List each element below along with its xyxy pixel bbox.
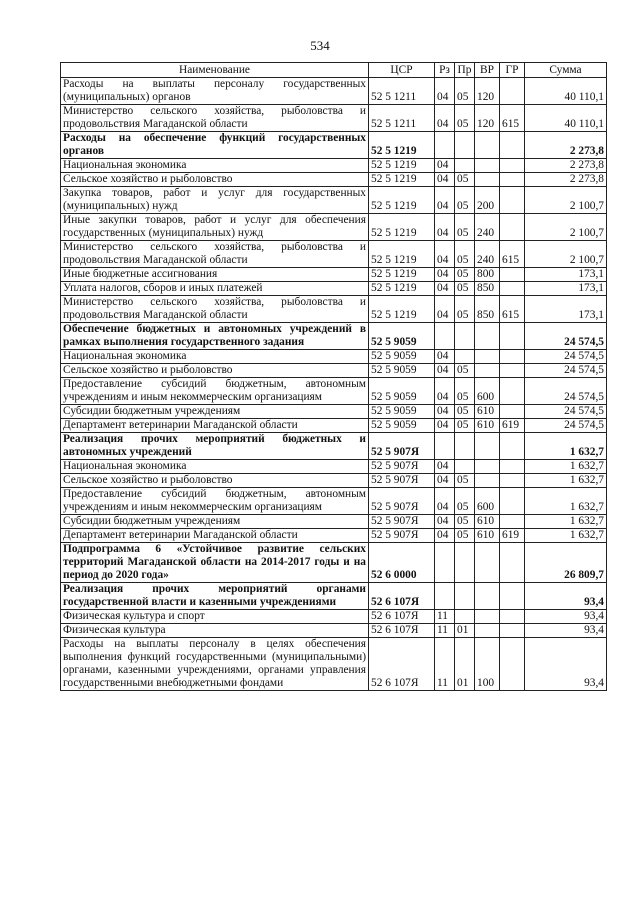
cell-sum: 24 574,5 — [525, 364, 607, 378]
cell-name: Национальная экономика — [61, 159, 369, 173]
cell-csr: 52 5 907Я — [369, 529, 435, 543]
cell-csr: 52 5 1219 — [369, 159, 435, 173]
cell-sum: 2 100,7 — [525, 214, 607, 241]
cell-pr — [455, 159, 475, 173]
cell-pr — [455, 350, 475, 364]
cell-name: Министерство сельского хозяйства, рыболовства и продовольствия Магаданской области — [61, 105, 369, 132]
cell-csr: 52 5 9059 — [369, 419, 435, 433]
cell-sum: 93,4 — [525, 638, 607, 691]
cell-rz: 04 — [435, 268, 455, 282]
cell-gr — [500, 515, 525, 529]
cell-csr: 52 5 9059 — [369, 378, 435, 405]
cell-sum: 24 574,5 — [525, 378, 607, 405]
cell-vr — [475, 543, 500, 583]
table-row — [61, 214, 607, 241]
cell-vr: 610 — [475, 529, 500, 543]
cell-csr: 52 6 107Я — [369, 610, 435, 624]
cell-pr: 01 — [455, 624, 475, 638]
cell-csr: 52 5 1211 — [369, 105, 435, 132]
header-name: Наименование — [61, 63, 369, 78]
cell-gr — [500, 323, 525, 350]
cell-rz: 04 — [435, 78, 455, 105]
cell-name: Закупка товаров, работ и услуг для государственных (муниципальных) нужд — [61, 187, 369, 214]
cell-vr — [475, 610, 500, 624]
page-number: 534 — [310, 38, 330, 53]
cell-csr: 52 5 1211 — [369, 78, 435, 105]
table-row — [61, 296, 607, 323]
cell-rz: 11 — [435, 610, 455, 624]
cell-name: Субсидии бюджетным учреждениям — [61, 515, 369, 529]
cell-pr — [455, 610, 475, 624]
cell-pr: 05 — [455, 78, 475, 105]
cell-name: Подпрограмма 6 «Устойчивое развитие сельских территорий Магаданской области на 2014-2017 годы и на период до 2020 года» — [61, 543, 369, 583]
cell-rz: 04 — [435, 296, 455, 323]
cell-vr — [475, 624, 500, 638]
cell-pr: 05 — [455, 282, 475, 296]
cell-sum: 173,1 — [525, 296, 607, 323]
cell-gr — [500, 543, 525, 583]
cell-sum: 2 100,7 — [525, 187, 607, 214]
cell-pr: 05 — [455, 214, 475, 241]
cell-vr — [475, 350, 500, 364]
cell-gr — [500, 460, 525, 474]
cell-gr: 619 — [500, 529, 525, 543]
table-row — [61, 187, 607, 214]
cell-gr: 615 — [500, 296, 525, 323]
cell-vr: 600 — [475, 378, 500, 405]
cell-vr — [475, 323, 500, 350]
cell-pr: 05 — [455, 474, 475, 488]
cell-name: Департамент ветеринарии Магаданской области — [61, 419, 369, 433]
cell-vr: 120 — [475, 78, 500, 105]
cell-pr — [455, 433, 475, 460]
table-row — [61, 132, 607, 159]
table-row — [61, 529, 607, 543]
cell-rz — [435, 583, 455, 610]
cell-sum: 26 809,7 — [525, 543, 607, 583]
cell-pr — [455, 543, 475, 583]
cell-sum: 24 574,5 — [525, 419, 607, 433]
cell-csr: 52 5 907Я — [369, 515, 435, 529]
header-csr: ЦСР — [369, 63, 435, 78]
cell-vr: 850 — [475, 282, 500, 296]
cell-sum: 2 273,8 — [525, 132, 607, 159]
cell-gr — [500, 159, 525, 173]
cell-rz: 11 — [435, 638, 455, 691]
cell-rz: 04 — [435, 460, 455, 474]
cell-vr — [475, 173, 500, 187]
cell-vr: 120 — [475, 105, 500, 132]
cell-name: Сельское хозяйство и рыболовство — [61, 364, 369, 378]
cell-gr — [500, 474, 525, 488]
table-row — [61, 543, 607, 583]
cell-sum: 173,1 — [525, 268, 607, 282]
cell-rz — [435, 132, 455, 159]
table-row — [61, 105, 607, 132]
cell-name: Расходы на выплаты персоналу государственных (муниципальных) органов — [61, 78, 369, 105]
header-rz: Рз — [435, 63, 455, 78]
cell-gr — [500, 364, 525, 378]
cell-csr: 52 5 9059 — [369, 364, 435, 378]
cell-csr: 52 5 9059 — [369, 350, 435, 364]
cell-pr: 05 — [455, 529, 475, 543]
table-body — [61, 78, 607, 691]
header-vr: ВР — [475, 63, 500, 78]
cell-sum: 1 632,7 — [525, 529, 607, 543]
cell-sum: 93,4 — [525, 624, 607, 638]
table-row — [61, 159, 607, 173]
cell-csr: 52 5 1219 — [369, 241, 435, 268]
cell-gr — [500, 282, 525, 296]
cell-csr: 52 6 107Я — [369, 638, 435, 691]
cell-vr: 610 — [475, 515, 500, 529]
cell-vr: 240 — [475, 214, 500, 241]
cell-gr — [500, 350, 525, 364]
cell-pr — [455, 460, 475, 474]
cell-vr — [475, 364, 500, 378]
cell-pr: 05 — [455, 187, 475, 214]
cell-rz: 04 — [435, 474, 455, 488]
table-row — [61, 241, 607, 268]
cell-rz: 04 — [435, 378, 455, 405]
cell-gr — [500, 610, 525, 624]
cell-sum: 1 632,7 — [525, 488, 607, 515]
cell-pr: 05 — [455, 296, 475, 323]
cell-gr — [500, 638, 525, 691]
cell-gr: 615 — [500, 105, 525, 132]
cell-gr — [500, 378, 525, 405]
header-gr: ГР — [500, 63, 525, 78]
cell-rz: 04 — [435, 515, 455, 529]
cell-sum: 173,1 — [525, 282, 607, 296]
table-row — [61, 433, 607, 460]
cell-gr — [500, 173, 525, 187]
cell-sum: 24 574,5 — [525, 405, 607, 419]
cell-name: Национальная экономика — [61, 460, 369, 474]
cell-gr: 619 — [500, 419, 525, 433]
cell-pr: 01 — [455, 638, 475, 691]
cell-rz: 04 — [435, 214, 455, 241]
cell-pr — [455, 583, 475, 610]
cell-sum: 93,4 — [525, 583, 607, 610]
table-row — [61, 583, 607, 610]
cell-vr: 200 — [475, 187, 500, 214]
cell-name: Министерство сельского хозяйства, рыболовства и продовольствия Магаданской области — [61, 296, 369, 323]
table-row — [61, 378, 607, 405]
cell-name: Национальная экономика — [61, 350, 369, 364]
budget-table — [60, 62, 607, 691]
cell-csr: 52 6 107Я — [369, 583, 435, 610]
table-row — [61, 638, 607, 691]
table-row — [61, 515, 607, 529]
cell-gr: 615 — [500, 241, 525, 268]
cell-sum: 24 574,5 — [525, 323, 607, 350]
cell-name: Сельское хозяйство и рыболовство — [61, 474, 369, 488]
cell-pr — [455, 132, 475, 159]
cell-name: Предоставление субсидий бюджетным, автономным учреждениям и иным некоммерческим организациям — [61, 488, 369, 515]
cell-csr: 52 5 1219 — [369, 173, 435, 187]
cell-sum: 2 273,8 — [525, 159, 607, 173]
cell-vr: 610 — [475, 419, 500, 433]
table-row — [61, 78, 607, 105]
cell-csr: 52 6 107Я — [369, 624, 435, 638]
cell-vr: 600 — [475, 488, 500, 515]
cell-csr: 52 5 1219 — [369, 282, 435, 296]
cell-name: Расходы на выплаты персоналу в целях обеспечения выполнения функций государственными (муниципальными) органами, казенными учреждениями, органами управления государственными внебюджетными фондами — [61, 638, 369, 691]
cell-rz: 04 — [435, 105, 455, 132]
cell-rz: 04 — [435, 488, 455, 515]
cell-pr: 05 — [455, 173, 475, 187]
cell-sum: 1 632,7 — [525, 474, 607, 488]
cell-csr: 52 5 9059 — [369, 323, 435, 350]
cell-rz: 04 — [435, 241, 455, 268]
table-row — [61, 268, 607, 282]
cell-csr: 52 5 907Я — [369, 474, 435, 488]
cell-pr: 05 — [455, 268, 475, 282]
cell-rz: 04 — [435, 159, 455, 173]
cell-rz — [435, 543, 455, 583]
cell-gr — [500, 268, 525, 282]
cell-gr — [500, 187, 525, 214]
cell-csr: 52 5 1219 — [369, 187, 435, 214]
cell-pr: 05 — [455, 515, 475, 529]
cell-vr — [475, 159, 500, 173]
cell-name: Реализация прочих мероприятий органами государственной власти и казенными учреждениями — [61, 583, 369, 610]
header-pr: Пр — [455, 63, 475, 78]
cell-csr: 52 5 907Я — [369, 460, 435, 474]
cell-gr — [500, 132, 525, 159]
cell-name: Иные закупки товаров, работ и услуг для обеспечения государственных (муниципальных) нужд — [61, 214, 369, 241]
cell-rz: 04 — [435, 364, 455, 378]
cell-sum: 93,4 — [525, 610, 607, 624]
cell-name: Реализация прочих мероприятий бюджетных и автономных учреждений — [61, 433, 369, 460]
cell-csr: 52 5 907Я — [369, 488, 435, 515]
table-row — [61, 350, 607, 364]
cell-pr: 05 — [455, 419, 475, 433]
table-row — [61, 610, 607, 624]
cell-name: Уплата налогов, сборов и иных платежей — [61, 282, 369, 296]
table-header-row — [61, 63, 607, 78]
cell-vr: 800 — [475, 268, 500, 282]
cell-sum: 1 632,7 — [525, 515, 607, 529]
cell-sum: 2 273,8 — [525, 173, 607, 187]
cell-vr — [475, 583, 500, 610]
cell-vr: 610 — [475, 405, 500, 419]
cell-csr: 52 5 1219 — [369, 296, 435, 323]
cell-vr — [475, 433, 500, 460]
cell-rz: 11 — [435, 624, 455, 638]
cell-csr: 52 6 0000 — [369, 543, 435, 583]
header-sum: Сумма — [525, 63, 607, 78]
table-row — [61, 405, 607, 419]
cell-pr: 05 — [455, 378, 475, 405]
cell-rz — [435, 433, 455, 460]
cell-pr: 05 — [455, 405, 475, 419]
cell-vr: 850 — [475, 296, 500, 323]
cell-csr: 52 5 1219 — [369, 214, 435, 241]
cell-pr — [455, 323, 475, 350]
cell-name: Сельское хозяйство и рыболовство — [61, 173, 369, 187]
cell-vr — [475, 132, 500, 159]
cell-gr — [500, 405, 525, 419]
cell-name: Физическая культура и спорт — [61, 610, 369, 624]
cell-vr: 240 — [475, 241, 500, 268]
cell-name: Министерство сельского хозяйства, рыболовства и продовольствия Магаданской области — [61, 241, 369, 268]
cell-csr: 52 5 907Я — [369, 433, 435, 460]
cell-csr: 52 5 1219 — [369, 268, 435, 282]
cell-gr — [500, 583, 525, 610]
cell-vr — [475, 460, 500, 474]
cell-gr — [500, 214, 525, 241]
cell-name: Физическая культура — [61, 624, 369, 638]
cell-rz: 04 — [435, 350, 455, 364]
cell-pr: 05 — [455, 364, 475, 378]
cell-csr: 52 5 9059 — [369, 405, 435, 419]
cell-pr: 05 — [455, 241, 475, 268]
cell-sum: 2 100,7 — [525, 241, 607, 268]
table-row — [61, 474, 607, 488]
cell-rz — [435, 323, 455, 350]
cell-rz: 04 — [435, 173, 455, 187]
cell-name: Субсидии бюджетным учреждениям — [61, 405, 369, 419]
cell-gr — [500, 433, 525, 460]
table-row — [61, 282, 607, 296]
cell-name: Расходы на обеспечение функций государственных органов — [61, 132, 369, 159]
cell-rz: 04 — [435, 187, 455, 214]
table-row — [61, 419, 607, 433]
table-row — [61, 488, 607, 515]
table-row — [61, 173, 607, 187]
cell-gr — [500, 624, 525, 638]
cell-sum: 1 632,7 — [525, 460, 607, 474]
table-row — [61, 624, 607, 638]
cell-rz: 04 — [435, 405, 455, 419]
cell-sum: 24 574,5 — [525, 350, 607, 364]
cell-pr: 05 — [455, 488, 475, 515]
cell-name: Обеспечение бюджетных и автономных учреждений в рамках выполнения государственного задания — [61, 323, 369, 350]
cell-vr: 100 — [475, 638, 500, 691]
cell-name: Департамент ветеринарии Магаданской области — [61, 529, 369, 543]
cell-name: Предоставление субсидий бюджетным, автономным учреждениям и иным некоммерческим организациям — [61, 378, 369, 405]
table-row — [61, 323, 607, 350]
table-row — [61, 460, 607, 474]
cell-pr: 05 — [455, 105, 475, 132]
cell-gr — [500, 78, 525, 105]
table-row — [61, 364, 607, 378]
cell-rz: 04 — [435, 282, 455, 296]
cell-vr — [475, 474, 500, 488]
cell-name: Иные бюджетные ассигнования — [61, 268, 369, 282]
cell-sum: 40 110,1 — [525, 78, 607, 105]
cell-sum: 1 632,7 — [525, 433, 607, 460]
cell-gr — [500, 488, 525, 515]
cell-csr: 52 5 1219 — [369, 132, 435, 159]
cell-sum: 40 110,1 — [525, 105, 607, 132]
cell-rz: 04 — [435, 419, 455, 433]
cell-rz: 04 — [435, 529, 455, 543]
